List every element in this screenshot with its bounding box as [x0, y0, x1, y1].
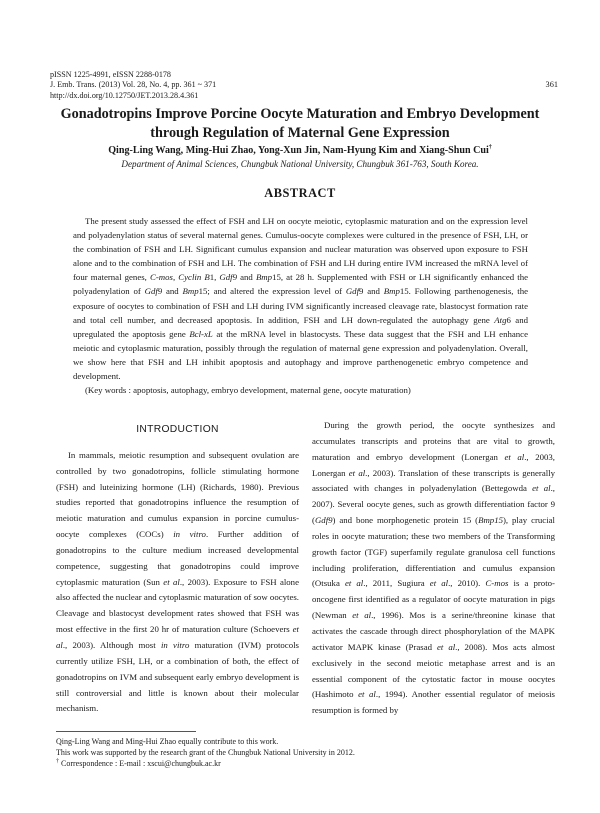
gene-name: Bcl-xL [189, 328, 213, 339]
body-text: ., 2003). Exposure to FSH alone also affected the nuclear and cytoplasmic maturation of sow oocytes. Cleavage and blastocyst development rates showed that FSH was most effective in the first 20 hr of maturation culture (Schoevers [56, 576, 299, 635]
journal-metadata [50, 70, 216, 101]
body-text: ., 1996). Mos is a serine/threonine kinase that activates the cascade through direct phosphorylation of the MAPK activator MAPK kinase (Prasad [312, 610, 556, 652]
gene-name: Bmp [255, 272, 273, 283]
abstract-body [73, 214, 528, 397]
latin-term: et al [344, 578, 364, 589]
gene-name: Atg [494, 314, 507, 325]
footnote-equal-contribution: Qing-Ling Wang and Ming-Hui Zhao equally contribute to this work. [56, 737, 279, 746]
body-text: . Further addition of gonadotropins to the culture medium increased developmental competence, suggesting that gonadotropins could improve cytoplasmic maturation (Sun [56, 529, 299, 587]
body-text: ., 2008). Mos acts almost exclusively in the second meiotic metaphase arrest and is an essential component of the cytostatic factor in mouse oocytes (Hashimoto [312, 641, 555, 700]
gene-name: Gdf9 [314, 515, 333, 526]
latin-term: in vitro [173, 529, 206, 540]
latin-term: et al [348, 467, 366, 478]
body-text: ., 2011, Sugiura [363, 578, 430, 589]
title-line-2: through Regulation of Maternal Gene Expression [150, 125, 450, 141]
gene-name: Bmp15 [478, 515, 503, 526]
footnotes [56, 736, 536, 769]
latin-term: et al [352, 610, 372, 621]
gene-name: C-mos [485, 578, 509, 589]
body-text: ., 2010). [448, 578, 486, 589]
footnote-correspondence [56, 758, 536, 769]
body-text: ., 2003). Although most [62, 639, 161, 650]
abstract-text: and upregulated the apoptosis gene [73, 314, 529, 339]
paper-title [40, 105, 560, 143]
latin-term: et al [163, 576, 180, 587]
abstract-text: 15 [198, 286, 208, 297]
abstract-text: 9 [359, 286, 364, 297]
abstract-text: 6 [506, 314, 511, 325]
abstract-text: , [214, 272, 220, 283]
abstract-text: 15 [272, 272, 281, 283]
body-text: ., 2007). Several oocyte genes, such as growth differentiation factor 9 ( [312, 483, 555, 526]
abstract-text: . Following parthenogenesis, the exposure of oocytes to combination of FSH and LH during IVM significantly increased cleavage rate, blastocyst formation rate and total cell number, and decreased apoptosis. In addition, FSH and LH down-regulated the autophagy gene [73, 286, 529, 325]
latin-term: et al [504, 451, 525, 462]
left-column [56, 416, 299, 717]
body-text: ) and bone morphogenetic protein 15 ( [332, 515, 479, 526]
affiliation: Department of Animal Sciences, Chungbuk National University, Chungbuk 361-763, South Korea. [121, 159, 479, 169]
abstract-text: , at 28 h. Supplemented with FSH or LH significantly enhanced the polyadenylation of [73, 272, 528, 297]
body-text: is a proto-oncogene first identified as a regulator of oocyte maturation in pigs (Newman [312, 578, 555, 621]
gene-name: Bmp [383, 286, 400, 297]
introduction-heading: INTRODUCTION [136, 424, 219, 435]
latin-term: in vitro [160, 639, 190, 650]
abstract-text: at the mRNA level in blastocysts. These data suggest that the FSH and LH enhance meiotic and cytoplasmic maturation, possibly through the regulation of maternal gene expression and polyadenylation. Overall, we show here that FSH and LH inhibit apoptosis and autophagy and improve parthenogenetic embryo competence and development. [73, 328, 528, 382]
body-text: During the growth period, the oocyte synthesizes and accumulates transcripts and proteins that are vital to growth, maturation and embryo development (Lonergan [312, 420, 555, 462]
latin-term: et al [56, 624, 299, 650]
latin-term: et al [436, 641, 456, 652]
correspondence-email[interactable]: Correspondence : E-mail : xscui@chungbuk.ac.kr [59, 759, 221, 768]
latin-term: et al [532, 483, 551, 494]
dagger-mark: † [56, 758, 59, 765]
abstract-text: The present study assessed the effect of FSH and LH on oocyte meiotic, cytoplasmic maturation and on the expression level and polyadenylation status of several maternal genes. Cumulus-oocyte complexes were cultured in the presence of FSH, LH, or the combination of FSH and LH. Significant cumulus expansion and nuclear maturation was observed upon exposure to FSH alone and to the combination of FSH and LH. The combination of FSH and LH during entire IVM increased the mRNA level of four maternal genes, [73, 216, 528, 283]
issn-line: pISSN 1225-4991, eISSN 2288-0178 [50, 70, 171, 79]
journal-citation-line: J. Emb. Trans. (2013) Vol. 28, No. 4, pp. 361 ~ 371 [50, 80, 217, 90]
body-text: In mammals, meiotic resumption and subsequent ovulation are controlled by two gonadotropins, follicle stimulating hormone (FSH) and luteinizing hormone (LH) (Richards, 1980). Previous studies reported that gonadotropins influence the resumption of meiotic maturation and cumulus expansion in porcine cumulus-oocyte complexes (COCs) [56, 449, 299, 540]
abstract-text: and [363, 286, 384, 297]
intro-paragraph-2 [312, 418, 555, 719]
corresponding-author-mark: † [488, 144, 492, 151]
gene-name: Gdf9 [144, 286, 163, 297]
gene-name: Bmp [182, 286, 199, 297]
page-number: 361 [545, 80, 558, 89]
abstract-text: 15 [399, 286, 409, 297]
gene-name: Cyclin B [178, 272, 210, 283]
intro-paragraph-1 [56, 448, 299, 717]
footnote-divider [56, 731, 196, 732]
abstract-text: and [237, 272, 256, 283]
footnote-funding: This work was supported by the research grant of the Chungbuk National University in 2012. [56, 748, 355, 757]
abstract-text: ; and altered the expression level of [207, 286, 346, 297]
author-names: Qing-Ling Wang, Ming-Hui Zhao, Yong-Xun Jin, Nam-Hyung Kim and Xiang-Shun Cui [108, 145, 489, 156]
doi-link[interactable]: http://dx.doi.org/10.12750/JET.2013.28.4.361 [50, 90, 199, 100]
abstract-text: and [162, 286, 183, 297]
body-text: ., 2003, Lonergan [312, 451, 555, 478]
body-text: maturation (IVM) protocols currently utilize FSH, LH, or a combination of both, the effect of gonadotropins on IVM and subsequent early embryo development is still controversial and little is known about their molecular mechanism. [56, 639, 299, 714]
body-text: ., 2003). Translation of these transcripts is generally associated with changes in polyadenylation (Bettegowda [312, 467, 556, 494]
title-line-1: Gonadotropins Improve Porcine Oocyte Maturation and Embryo Development [60, 106, 540, 122]
right-column [312, 418, 555, 719]
gene-name: Gdf9 [219, 272, 238, 283]
gene-name: C-mos [149, 272, 173, 283]
body-text: ), play crucial roles in oocyte maturation; these two members of the Transforming growth factor (TGF) superfamily regulate granulosa cell functions including proliferation, differentiation and cumulus expansion (Otsuka [312, 515, 555, 589]
keywords: (Key words : apoptosis, autophagy, embryo development, maternal gene, oocyte maturation) [85, 385, 411, 396]
author-list [40, 144, 560, 157]
abstract-heading: ABSTRACT [264, 186, 336, 200]
abstract-text: , [172, 272, 179, 283]
latin-term: et al [429, 578, 449, 589]
latin-term: et al [358, 689, 376, 700]
body-text: ., 1994). Another essential regulator of meiosis resumption is formed by [312, 689, 555, 716]
gene-name: Gdf [345, 286, 360, 297]
abstract-text: 1 [209, 272, 215, 283]
abstract-paragraph [73, 214, 528, 383]
